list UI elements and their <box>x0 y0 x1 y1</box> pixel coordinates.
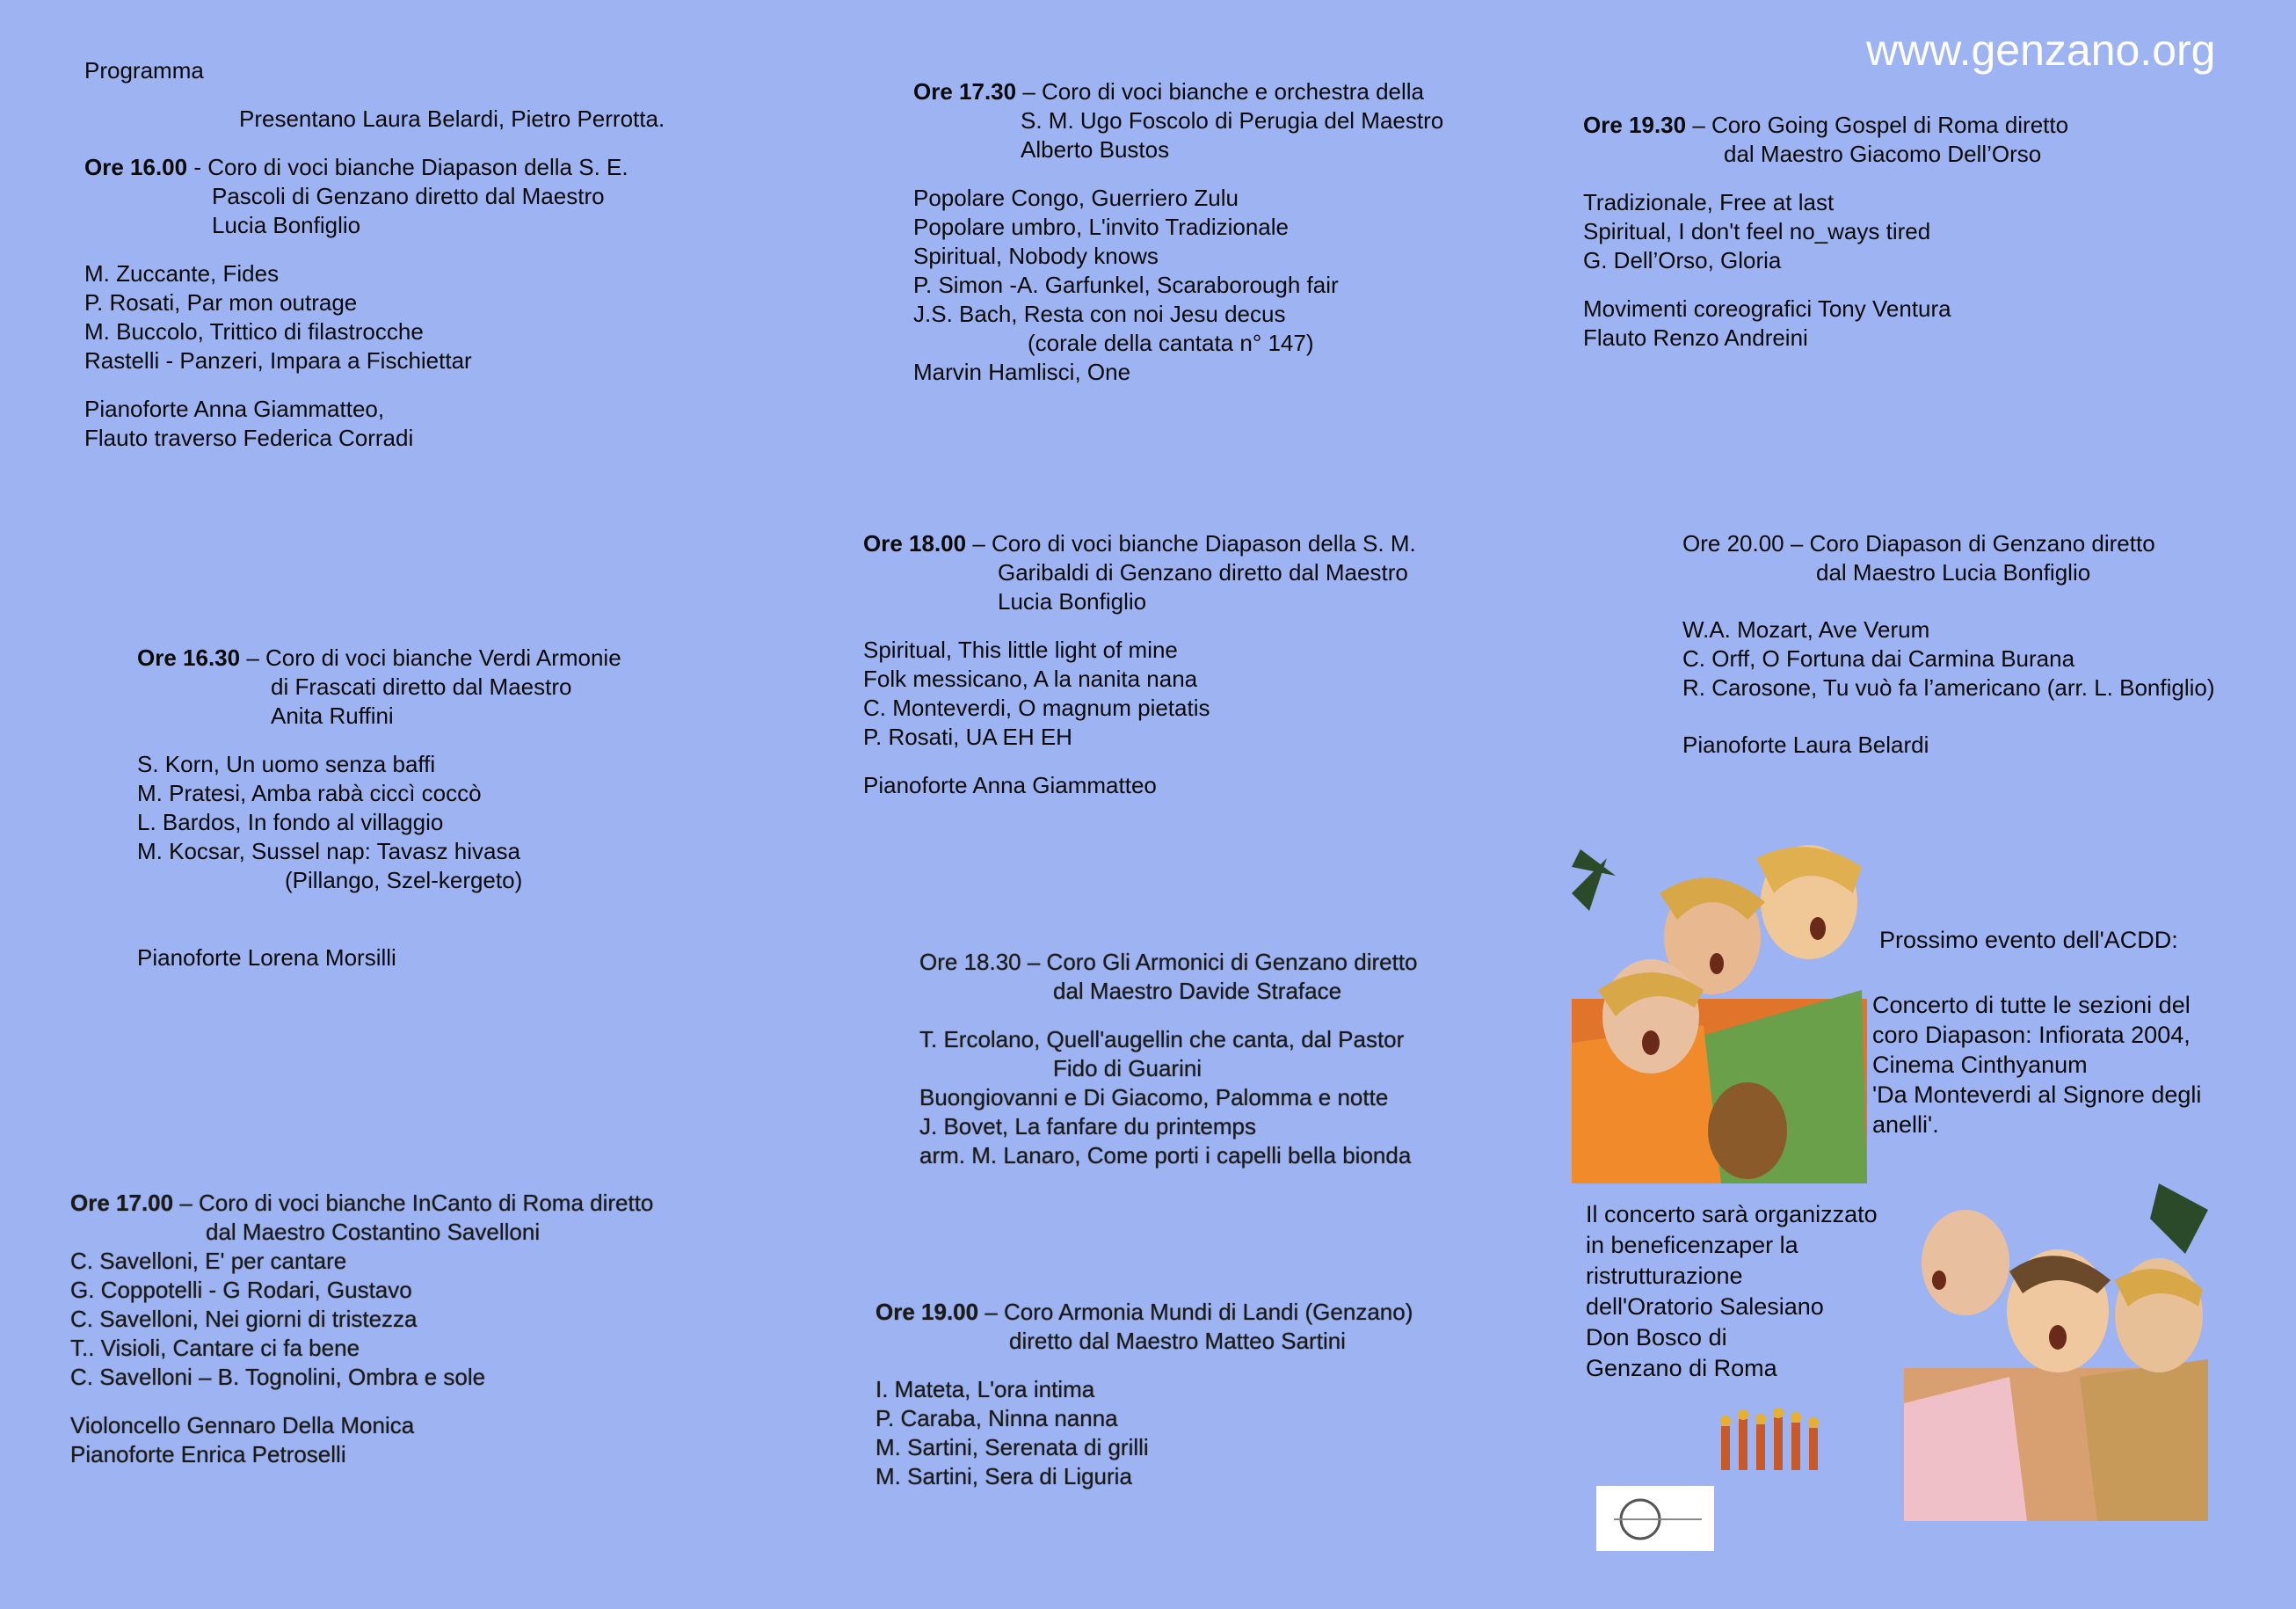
work-item: Tradizionale, Free at last <box>1583 189 1835 215</box>
work-item: C. Orff, O Fortuna dai Carmina Burana <box>1682 645 2075 672</box>
work-item: M. Kocsar, Sussel nap: Tavasz hivasa <box>137 838 520 864</box>
angels-painting-top <box>1572 841 1867 1183</box>
work-item: J. Bovet, La fanfare du printemps <box>919 1113 1256 1139</box>
work-item: M. Pratesi, Amba rabà ciccì coccò <box>137 780 482 806</box>
work-item: G. Coppotelli - G Rodari, Gustavo <box>70 1277 412 1303</box>
charity-note <box>1586 1199 1878 1384</box>
event-title: – Coro di voci bianche e orchestra della <box>1016 78 1425 105</box>
performer: Pianoforte Anna Giammatteo, <box>84 396 385 422</box>
next-event-line: Cinema Cinthyanum <box>1872 1052 2088 1078</box>
work-item: Spiritual, Nobody knows <box>913 243 1159 269</box>
event-conductor: Alberto Bustos <box>1021 136 1170 163</box>
angels-painting-bottom <box>1904 1183 2208 1521</box>
work-item: L. Bardos, In fondo al villaggio <box>137 809 444 835</box>
charity-line: Il concerto sarà organizzato <box>1586 1201 1878 1227</box>
work-item: R. Carosone, Tu vuò fa l’americano (arr. L. Bonfiglio) <box>1682 674 2215 701</box>
work-item: G. Dell’Orso, Gloria <box>1583 247 1782 273</box>
event-1630 <box>137 644 621 972</box>
work-item: M. Sartini, Sera di Liguria <box>876 1463 1132 1489</box>
work-item: M. Buccolo, Trittico di filastrocche <box>84 318 424 345</box>
work-item: C. Monteverdi, O magnum pietatis <box>863 695 1210 721</box>
work-note: (corale della cantata n° 147) <box>1028 330 1314 356</box>
event-conductor: dal Maestro Davide Straface <box>1053 978 1342 1004</box>
work-item: Folk messicano, A la nanita nana <box>863 666 1198 692</box>
event-title: – Coro di voci bianche Diapason della S. M. <box>966 530 1416 557</box>
event-title: – Coro Armonia Mundi di Landi (Genzano) <box>978 1299 1413 1325</box>
performer: Movimenti coreografici Tony Ventura <box>1583 295 1951 322</box>
work-item: Rastelli - Panzeri, Impara a Fischiettar <box>84 347 472 374</box>
event-time: Ore 17.00 <box>70 1190 174 1216</box>
event-1830 <box>919 948 1418 1170</box>
event-title: – Coro di voci bianche Verdi Armonie <box>240 644 621 671</box>
performer: Pianoforte Anna Giammatteo <box>863 772 1157 798</box>
event-conductor: Lucia Bonfiglio <box>998 588 1147 615</box>
event-conductor: dal Maestro Lucia Bonfiglio <box>1816 559 2091 586</box>
event-title: – Coro di voci bianche InCanto di Roma diretto <box>173 1190 654 1216</box>
event-title-line: S. M. Ugo Foscolo di Perugia del Maestro <box>1021 107 1444 134</box>
work-item: Popolare Congo, Guerriero Zulu <box>913 185 1239 211</box>
event-title-line: Garibaldi di Genzano diretto dal Maestro <box>998 559 1408 586</box>
event-1700 <box>70 1189 653 1469</box>
event-title: - Coro di voci bianche Diapason della S. E. <box>187 154 628 180</box>
work-item: C. Savelloni, E' per cantare <box>70 1248 347 1274</box>
charity-line: ristrutturazione <box>1586 1263 1743 1289</box>
work-note: (Pillango, Szel-kergeto) <box>285 867 523 893</box>
program-heading: Programma <box>84 57 204 84</box>
event-time: Ore 16.30 <box>137 644 241 671</box>
work-item: P. Simon -A. Garfunkel, Scaraborough fair <box>913 272 1339 298</box>
event-time: Ore 19.00 <box>876 1299 979 1325</box>
work-item: Marvin Hamlisci, One <box>913 359 1131 385</box>
work-item: Buongiovanni e Di Giacomo, Palomma e notte <box>919 1084 1389 1110</box>
work-item: C. Savelloni – B. Tognolini, Ombra e sole <box>70 1364 486 1390</box>
work-item: P. Rosati, UA EH EH <box>863 724 1072 750</box>
performer: Pianoforte Lorena Morsilli <box>137 944 396 971</box>
work-item: arm. M. Lanaro, Come porti i capelli bella bionda <box>919 1142 1412 1169</box>
next-event-line: anelli'. <box>1872 1111 1939 1138</box>
event-conductor: dal Maestro Giacomo Dell’Orso <box>1724 141 2042 167</box>
event-1730 <box>913 77 1443 387</box>
performer: Violoncello Gennaro Della Monica <box>70 1412 415 1438</box>
charity-line: Genzano di Roma <box>1586 1355 1777 1381</box>
event-1930 <box>1583 111 2068 353</box>
next-event-line: 'Da Monteverdi al Signore degli <box>1872 1081 2202 1108</box>
work-item: Spiritual, This little light of mine <box>863 637 1178 663</box>
work-item: S. Korn, Un uomo senza baffi <box>137 751 436 777</box>
program-intro <box>84 56 665 134</box>
work-item: Spiritual, I don't feel no_ways tired <box>1583 218 1931 244</box>
work-item: Popolare umbro, L'invito Tradizionale <box>913 214 1289 240</box>
work-item: J.S. Bach, Resta con noi Jesu decus <box>913 301 1286 327</box>
event-1600 <box>84 153 628 453</box>
event-title-line: Pascoli di Genzano diretto dal Maestro <box>212 183 605 209</box>
next-event-line: Concerto di tutte le sezioni del <box>1872 992 2191 1018</box>
event-1800 <box>863 529 1416 800</box>
charity-line: dell'Oratorio Salesiano <box>1586 1293 1824 1320</box>
next-event-title: Prossimo evento dell'ACDD: <box>1879 927 2178 953</box>
work-item: P. Rosati, Par mon outrage <box>84 289 358 316</box>
performer: Flauto Renzo Andreini <box>1583 324 1808 351</box>
event-conductor: diretto dal Maestro Matteo Sartini <box>1009 1328 1346 1354</box>
work-item: P. Caraba, Ninna nanna <box>876 1405 1118 1431</box>
work-item: M. Zuccante, Fides <box>84 260 280 287</box>
event-time: Ore 17.30 <box>913 78 1017 105</box>
work-item: Fido di Guarini <box>1053 1055 1202 1081</box>
event-title: Ore 20.00 – Coro Diapason di Genzano diretto <box>1682 530 2155 557</box>
event-conductor: Lucia Bonfiglio <box>212 212 361 238</box>
site-url: www.genzano.org <box>1866 25 2216 75</box>
charity-line: Don Bosco di <box>1586 1324 1727 1351</box>
work-item: T. Ercolano, Quell'augellin che canta, dal Pastor <box>919 1026 1405 1052</box>
dancers-illustration <box>1714 1409 1828 1479</box>
event-conductor: Anita Ruffini <box>271 703 394 729</box>
event-title-line: di Frascati diretto dal Maestro <box>271 673 572 700</box>
work-item: I. Mateta, L'ora intima <box>876 1376 1095 1402</box>
acdd-logo <box>1596 1486 1714 1551</box>
event-time: Ore 16.00 <box>84 154 188 180</box>
presenters: Presentano Laura Belardi, Pietro Perrotta. <box>239 106 665 132</box>
work-item: T.. Visioli, Cantare ci fa bene <box>70 1335 360 1361</box>
event-conductor: dal Maestro Costantino Savelloni <box>206 1219 541 1245</box>
event-time: Ore 18.00 <box>863 530 967 557</box>
charity-line: in beneficenzaper la <box>1586 1232 1798 1258</box>
event-title: – Coro Going Gospel di Roma diretto <box>1686 112 2069 138</box>
work-item: C. Savelloni, Nei giorni di tristezza <box>70 1306 418 1332</box>
work-item: W.A. Mozart, Ave Verum <box>1682 616 1930 643</box>
performer: Pianoforte Enrica Petroselli <box>70 1441 346 1467</box>
work-item: M. Sartini, Serenata di grilli <box>876 1434 1149 1460</box>
event-2000 <box>1682 529 2215 760</box>
next-event <box>1872 925 2201 1139</box>
next-event-line: coro Diapason: Infiorata 2004, <box>1872 1022 2191 1048</box>
event-title: Ore 18.30 – Coro Gli Armonici di Genzano diretto <box>919 949 1418 975</box>
event-1900 <box>876 1298 1413 1491</box>
event-time: Ore 19.30 <box>1583 112 1687 138</box>
performer: Flauto traverso Federica Corradi <box>84 425 414 451</box>
performer: Pianoforte Laura Belardi <box>1682 732 1929 758</box>
